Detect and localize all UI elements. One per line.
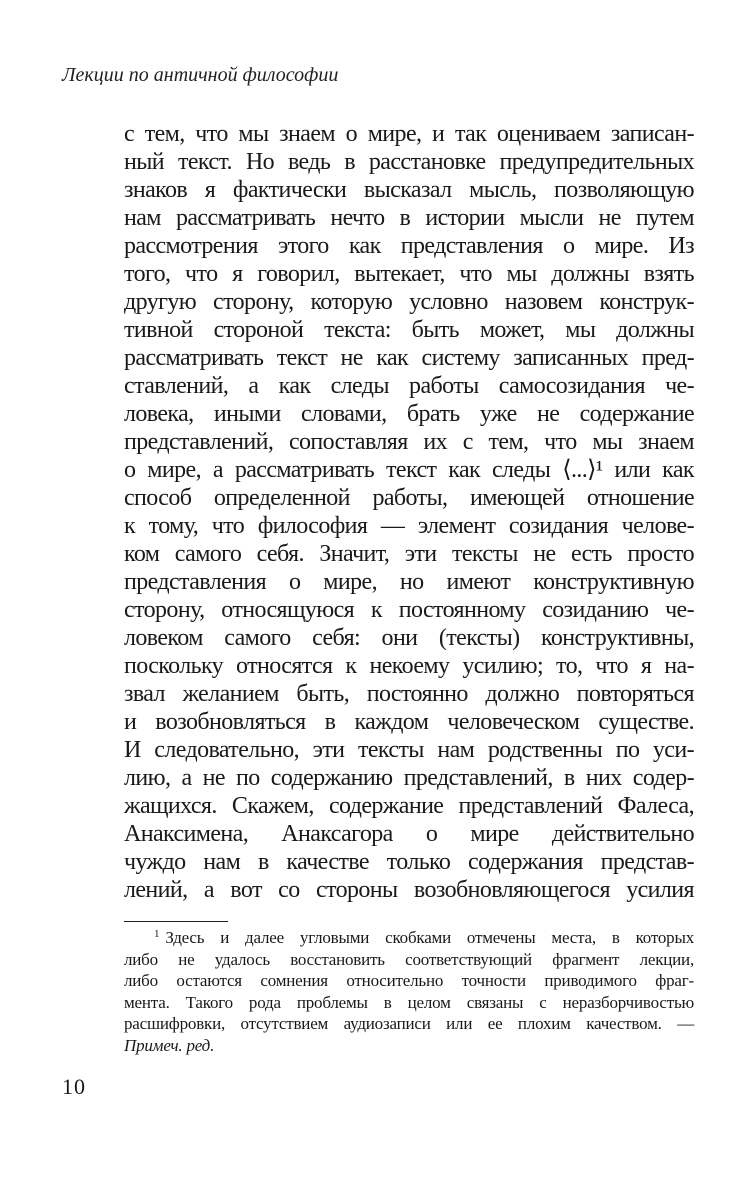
footnote-line: [124, 927, 694, 949]
footnote-line: [124, 1035, 694, 1057]
body-line: звал желанием быть, постоянно должно повторяться: [124, 681, 694, 707]
footnote-text: мента. Такого рода проблемы в целом связаны с неразборчивостью: [124, 992, 694, 1012]
body-line: тивной стороной текста: быть может, мы должны: [124, 317, 694, 343]
body-line: Анаксимена, Анаксагора о мире действительно: [124, 821, 694, 847]
page-number: 10: [62, 1074, 86, 1099]
body-line: представлений, сопоставляя их с тем, что мы знаем: [124, 429, 694, 455]
body-line: ставлений, а как следы работы самосозидания че-: [124, 373, 694, 399]
body-line: нам рассматривать нечто в истории мысли не путем: [124, 205, 694, 231]
footnote-text: либо не удалось восстановить соответствующий фрагмент лекции,: [124, 949, 694, 969]
body-line: ный текст. Но ведь в расстановке предупредительных: [124, 149, 694, 175]
body-line: ловеком самого себя: они (тексты) конструктивны,: [124, 625, 694, 651]
body-text: [124, 120, 694, 904]
body-line: рассматривать текст не как систему записанных пред-: [124, 345, 694, 371]
footnote-text: либо остаются сомнения относительно точности приводимого фраг-: [124, 971, 694, 991]
body-line: способ определенной работы, имеющей отношение: [124, 485, 694, 511]
body-line: лию, а не по содержанию представлений, в них содер-: [124, 765, 694, 791]
footnote-divider: [124, 921, 228, 922]
footnote-marker: 1: [154, 928, 160, 940]
body-line: к тому, что философия — элемент созидания челове-: [124, 513, 694, 539]
footnote-text: расшифровки, отсутствием аудиозаписи или ее плохим качеством. —: [124, 1014, 694, 1034]
body-line: ком самого себя. Значит, эти тексты не есть просто: [124, 541, 694, 567]
footnote-line: [124, 970, 694, 992]
footnote-line: [124, 1013, 694, 1035]
body-line: лений, а вот со стороны возобновляющегося усилия: [124, 877, 694, 903]
body-line: чуждо нам в качестве только содержания представ-: [124, 849, 694, 875]
footnote: [124, 927, 694, 1057]
body-line: поскольку относятся к некоему усилию; то, что я на-: [124, 653, 694, 679]
body-line: И следовательно, эти тексты нам родственны по уси-: [124, 737, 694, 763]
body-line: другую сторону, которую условно назовем конструк-: [124, 289, 694, 315]
body-line: ловека, иными словами, брать уже не содержание: [124, 401, 694, 427]
body-line: сторону, относящуюся к постоянному созиданию че-: [124, 597, 694, 623]
body-line: представления о мире, но имеют конструктивную: [124, 569, 694, 595]
body-line: и возобновляться в каждом человеческом существе.: [124, 709, 694, 735]
body-line: рассмотрения этого как представления о мире. Из: [124, 233, 694, 259]
body-line: того, что я говорил, вытекает, что мы должны взять: [124, 261, 694, 287]
footnote-text: Примеч. ред.: [124, 1035, 215, 1055]
running-header: Лекции по античной философии: [62, 64, 339, 86]
footnote-line: [124, 992, 694, 1014]
body-line: с тем, что мы знаем о мире, и так оцениваем записан-: [124, 121, 694, 147]
body-line: знаков я фактически высказал мысль, позволяющую: [124, 177, 694, 203]
footnote-text: Здесь и далее угловыми скобками отмечены места, в которых: [165, 928, 694, 947]
body-line: о мире, а рассматривать текст как следы ⟨...⟩¹ или как: [124, 457, 694, 483]
body-line: жащихся. Скажем, содержание представлений Фалеса,: [124, 793, 694, 819]
footnote-line: [124, 949, 694, 971]
